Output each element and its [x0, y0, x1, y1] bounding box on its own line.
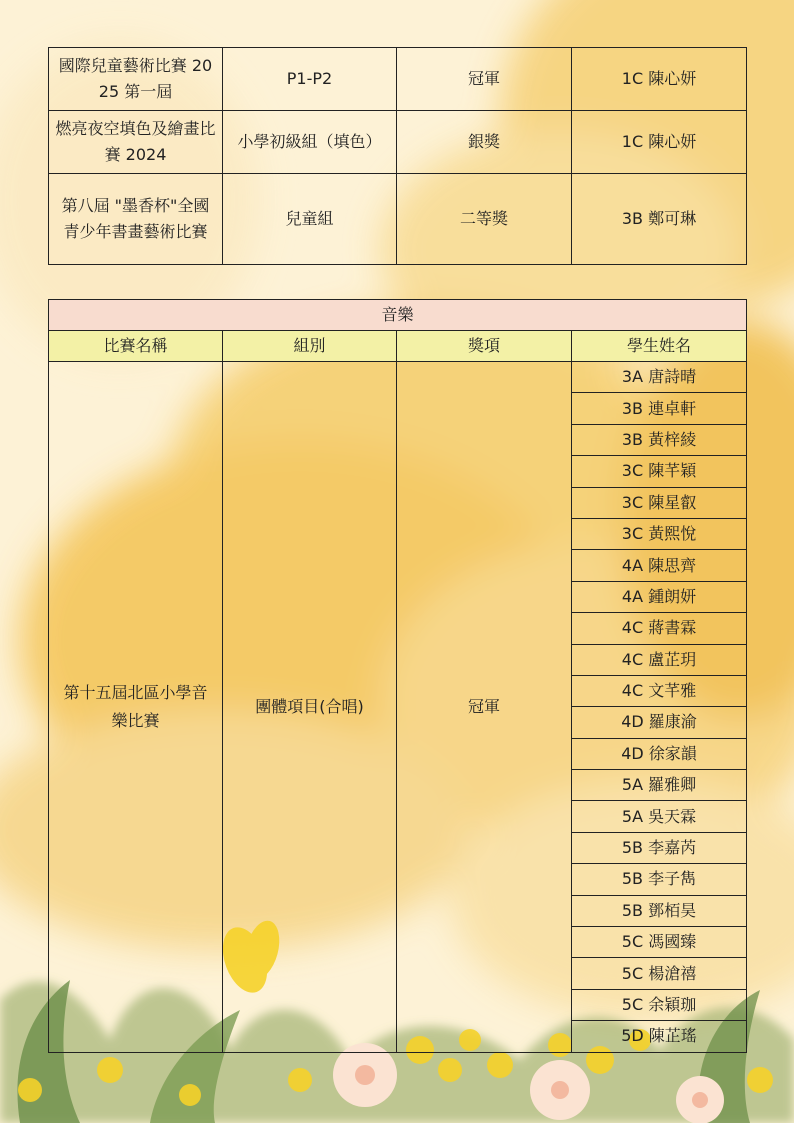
- student-cell: 5C 余穎珈: [572, 989, 747, 1020]
- section-title: 音樂: [49, 300, 747, 331]
- student-cell: 5C 楊滄禧: [572, 958, 747, 989]
- music-awards-table: [48, 299, 747, 1053]
- group-cell: 兒童組: [223, 174, 397, 265]
- competition-name-cell: 國際兒童藝術比賽 2025 第一屆: [49, 48, 223, 111]
- student-cell: 4A 鍾朗妍: [572, 581, 747, 612]
- student-cell: 4C 蔣書霖: [572, 613, 747, 644]
- student-cell: 3B 鄭可琳: [572, 174, 747, 265]
- student-cell: 4D 徐家韻: [572, 738, 747, 769]
- table-row: [49, 111, 747, 174]
- group-cell: 團體項目(合唱): [223, 362, 397, 1053]
- student-cell: 5D 陳芷瑤: [572, 1021, 747, 1052]
- table-row: [49, 174, 747, 265]
- student-cell: 4C 盧芷玥: [572, 644, 747, 675]
- competition-name-cell: 第八屆 "墨香杯"全國青少年書畫藝術比賽: [49, 174, 223, 265]
- student-cell: 5A 羅雅卿: [572, 770, 747, 801]
- table-row: [49, 362, 747, 393]
- award-cell: 銀獎: [397, 111, 572, 174]
- art-awards-table: [48, 47, 747, 265]
- header-student: 學生姓名: [572, 331, 747, 362]
- student-cell: 3B 連卓軒: [572, 393, 747, 424]
- student-cell: 3C 陳星叡: [572, 487, 747, 518]
- header-award: 獎項: [397, 331, 572, 362]
- award-cell: 二等獎: [397, 174, 572, 265]
- competition-name-cell: 第十五屆北區小學音樂比賽: [49, 362, 223, 1053]
- group-cell: P1-P2: [223, 48, 397, 111]
- student-cell: 3B 黃梓綾: [572, 424, 747, 455]
- table-row: [49, 48, 747, 111]
- student-cell: 3A 唐詩晴: [572, 362, 747, 393]
- student-cell: 5B 鄧栢昊: [572, 895, 747, 926]
- student-cell: 5C 馮國臻: [572, 927, 747, 958]
- student-cell: 4A 陳思齊: [572, 550, 747, 581]
- student-cell: 3C 陳芊穎: [572, 456, 747, 487]
- student-cell: 4D 羅康渝: [572, 707, 747, 738]
- student-cell: 1C 陳心妍: [572, 48, 747, 111]
- award-cell: 冠軍: [397, 362, 572, 1053]
- header-group: 組別: [223, 331, 397, 362]
- header-competition: 比賽名稱: [49, 331, 223, 362]
- group-cell: 小學初級組（填色）: [223, 111, 397, 174]
- student-cell: 1C 陳心妍: [572, 111, 747, 174]
- student-cell: 5B 李子雋: [572, 864, 747, 895]
- student-cell: 5B 李嘉芮: [572, 832, 747, 863]
- competition-name-cell: 燃亮夜空填色及繪畫比賽 2024: [49, 111, 223, 174]
- student-cell: 3C 黃熙悅: [572, 518, 747, 549]
- award-cell: 冠軍: [397, 48, 572, 111]
- student-cell: 4C 文芊雅: [572, 675, 747, 706]
- student-cell: 5A 吳天霖: [572, 801, 747, 832]
